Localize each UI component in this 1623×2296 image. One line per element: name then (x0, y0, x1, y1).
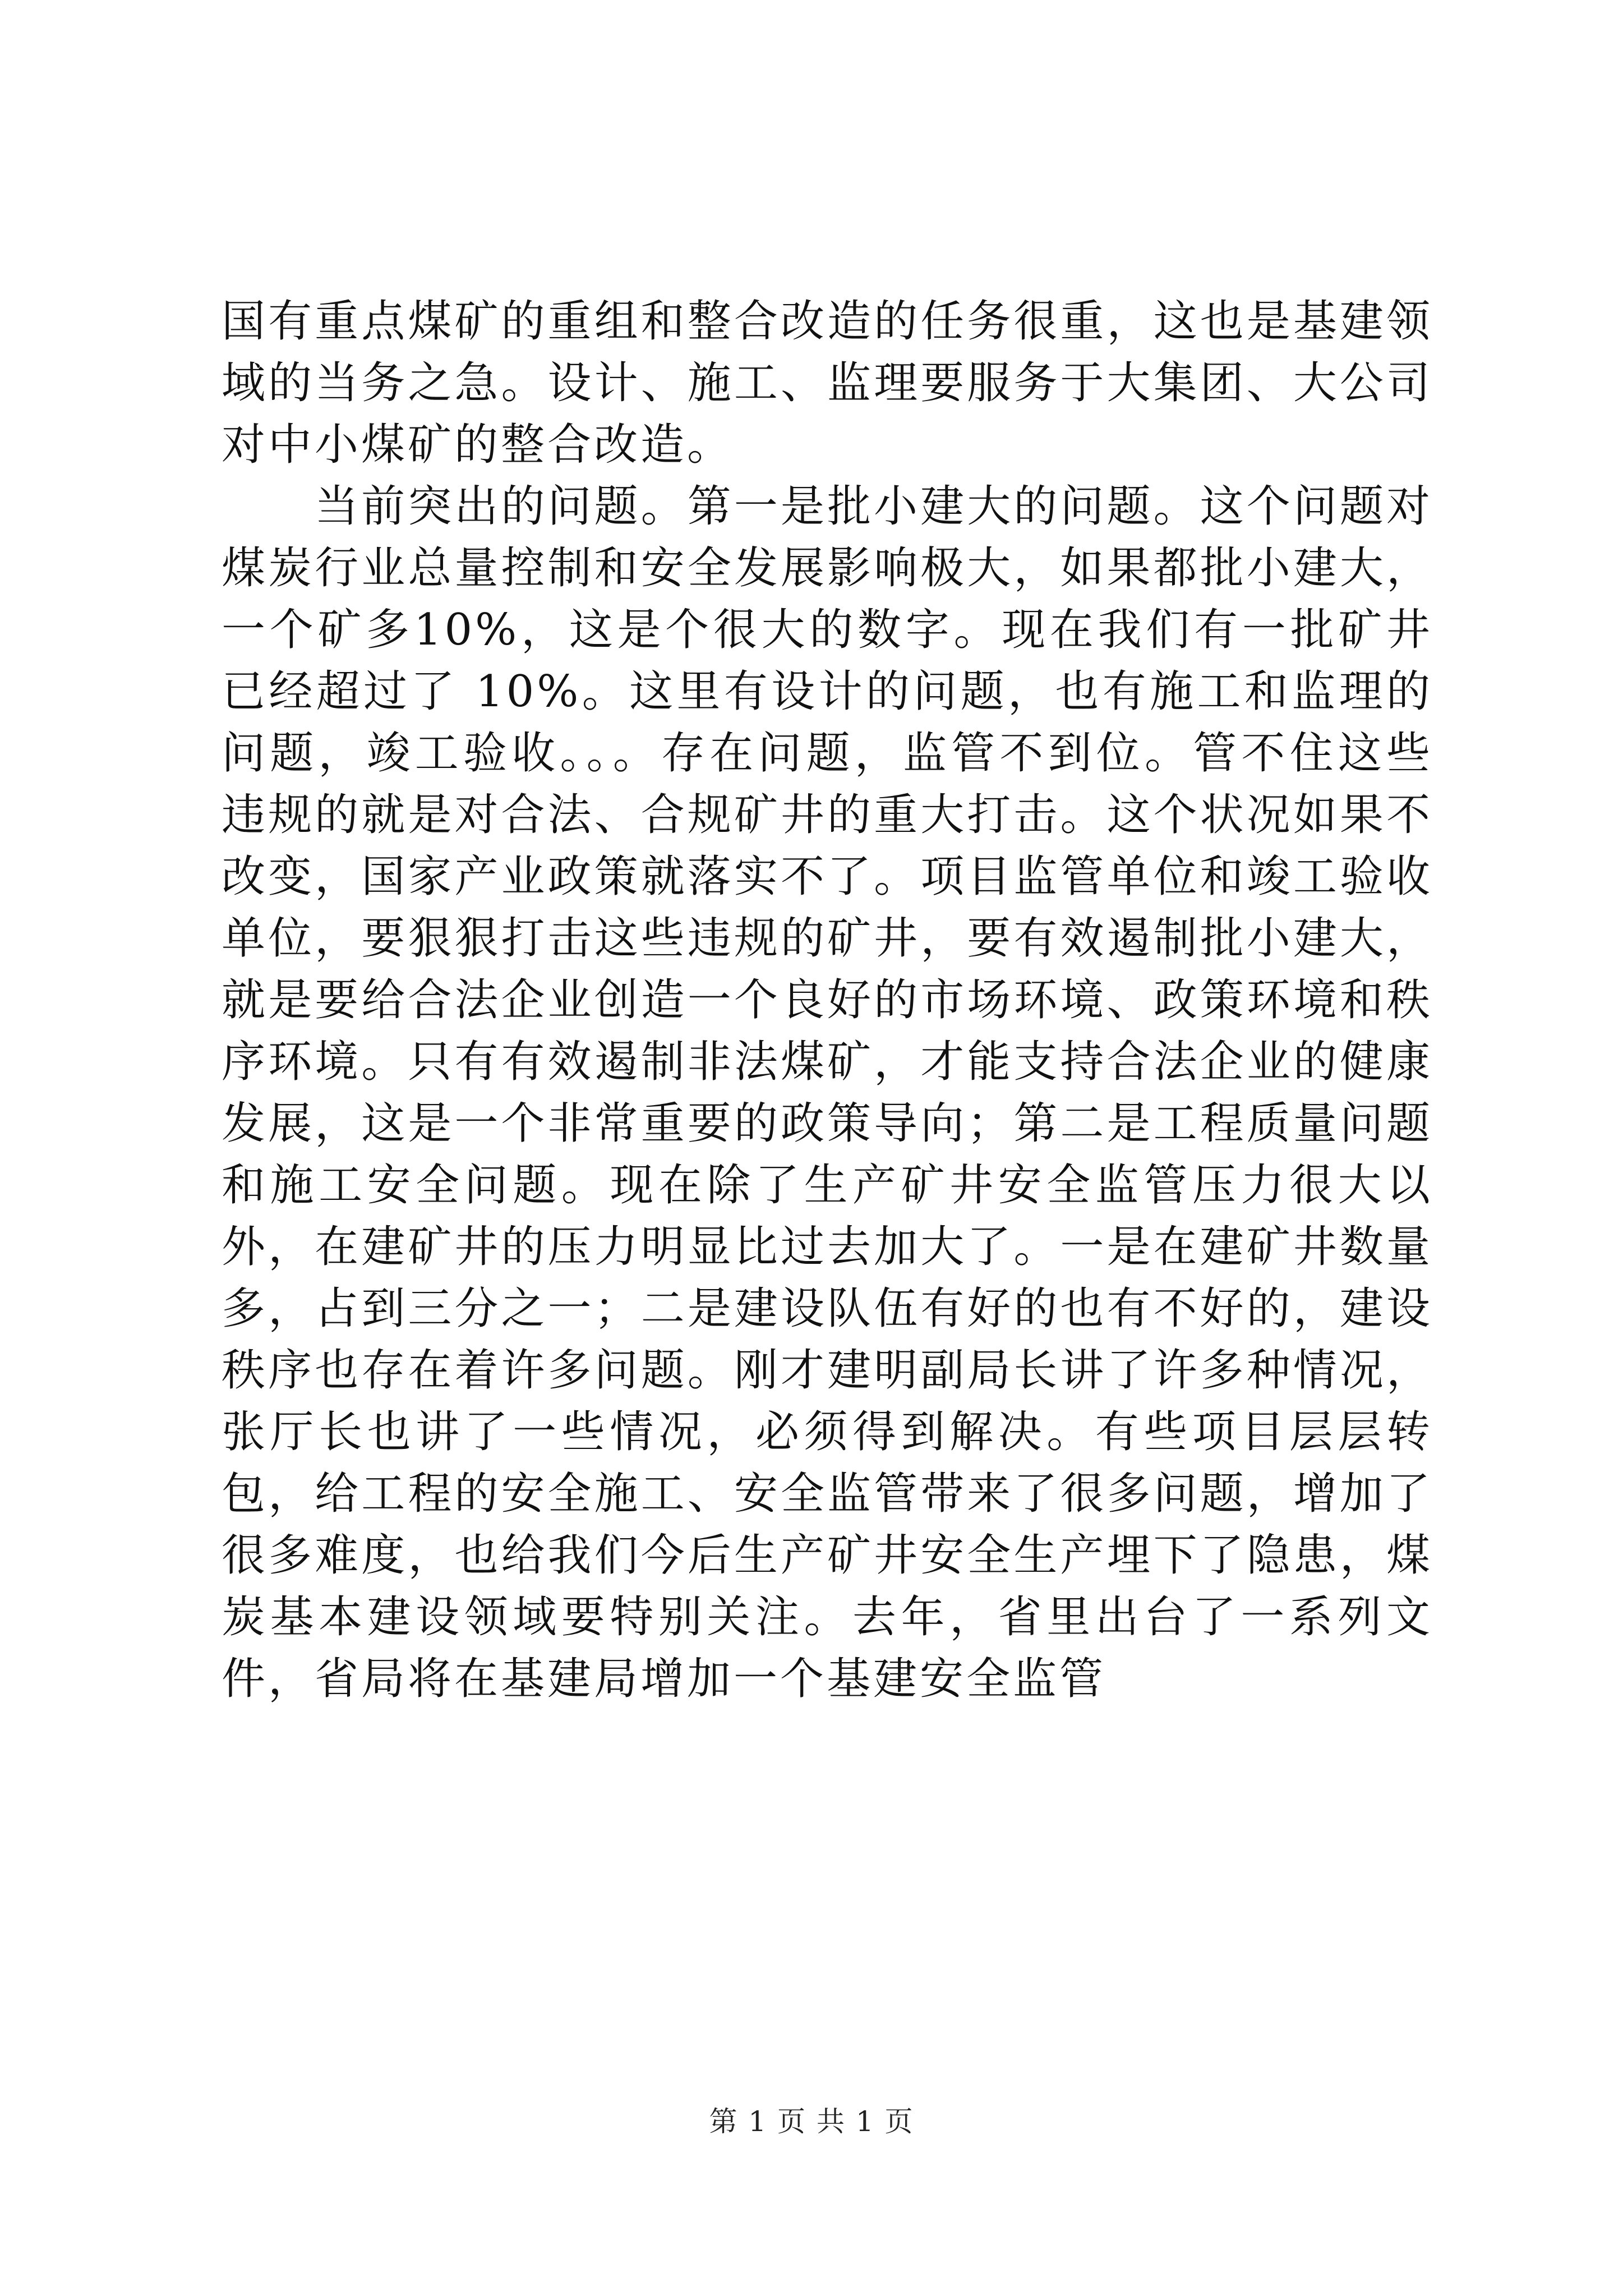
page-footer: 第 1 页 共 1 页 (709, 2105, 914, 2138)
paragraph-continuation: 国有重点煤矿的重组和整合改造的任务很重，这也是基建领域的当务之急。设计、施工、监理要服务于大集团、大公司对中小煤矿的整合改造。 (222, 296, 1433, 470)
paragraph-current-issues: 当前突出的问题。第一是批小建大的问题。这个问题对煤炭行业总量控制和安全发展影响极大，如果都批小建大，一个矿多10%，这是个很大的数字。现在我们有一批矿井已经超过了 10%。这里有设计的问题，也有施工和监理的问题，竣工验收。。。存在问题，监管不到位。管不住这些违规的就是对合法、合规矿井的重大打击。这个状况如果不改变，国家产业政策就落实不了。项目监管单位和竣工验收单位，要狠狠打击这些违规的矿井，要有效遏制批小建大，就是要给合法企业创造一个良好的市场环境、政策环境和秩序环境。只有有效遏制非法煤矿，才能支持合法企业的健康发展，这是一个非常重要的政策导向；第二是工程质量问题和施工安全问题。现在除了生产矿井安全监管压力很大以外，在建矿井的压力明显比过去加大了。一是在建矿井数量多，占到三分之一；二是建设队伍有好的也有不好的，建设秩序也存在着许多问题。刚才建明副局长讲了许多种情况，张厅长也讲了一些情况，必须得到解决。有些项目层层转包，给工程的安全施工、安全监管带来了很多问题，增加了很多难度，也给我们今后生产矿井安全生产埋下了隐患，煤炭基本建设领域要特别关注。去年，省里出台了一系列文件，省局将在基建局增加一个基建安全监管 (222, 481, 1433, 1704)
document-body (222, 291, 1433, 1710)
